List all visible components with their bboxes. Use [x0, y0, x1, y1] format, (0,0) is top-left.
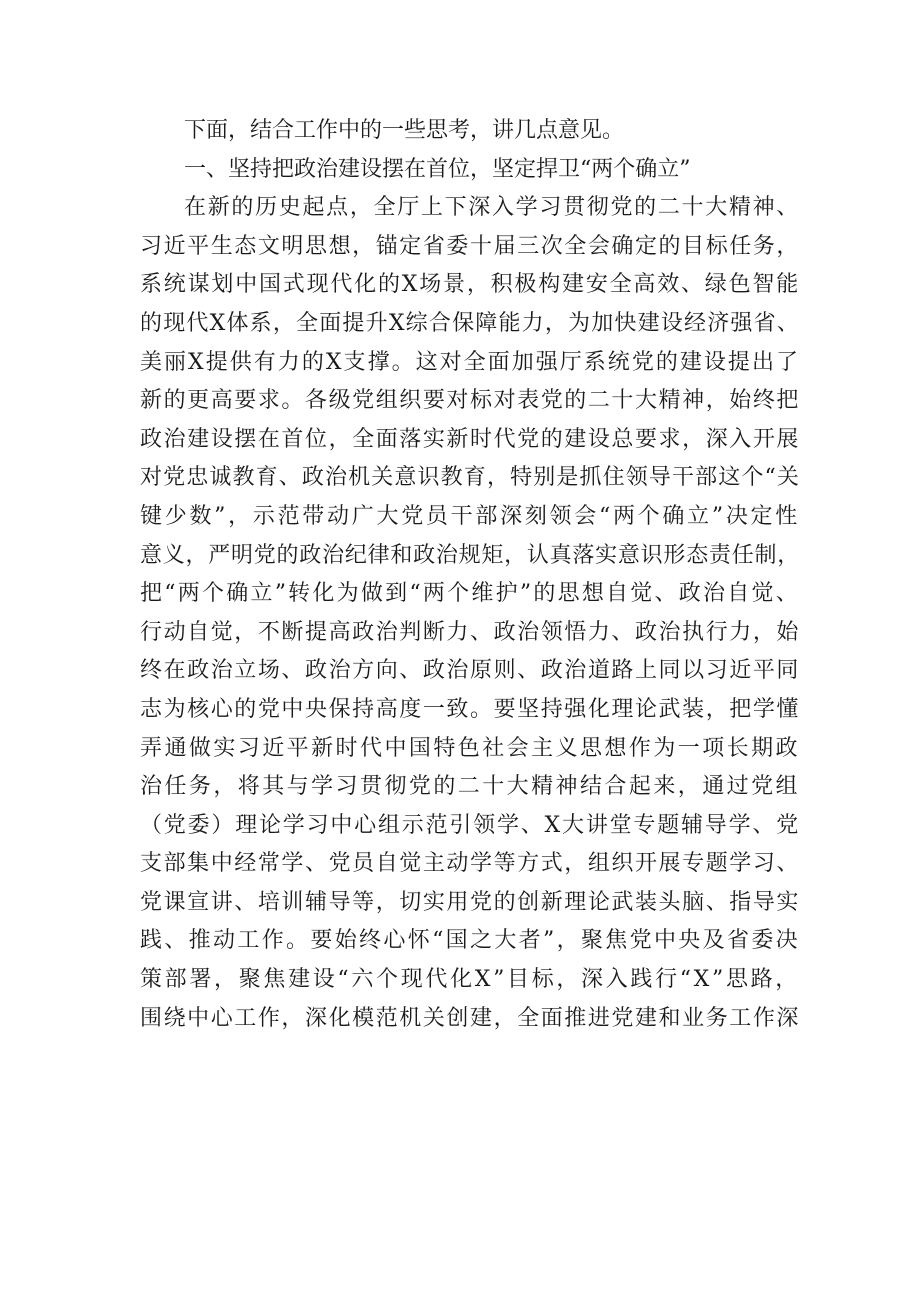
intro-paragraph: 下面，结合工作中的一些思考，讲几点意见。 — [184, 118, 625, 143]
body-line: 意义，严明党的政治纪律和政治规矩，认真落实意识形态责任制， — [140, 542, 800, 568]
body-line: 党课宣讲、培训辅导等，切实用党的创新理论武装头脑、指导实 — [140, 889, 800, 915]
body-line: 终在政治立场、政治方向、政治原则、政治道路上同以习近平同 — [140, 658, 800, 684]
body-line: 新的更高要求。各级党组织要对标对表党的二十大精神，始终把 — [140, 388, 800, 414]
section-heading: 一、坚持把政治建设摆在首位，坚定捍卫“两个确立” — [184, 156, 691, 182]
body-line: 支部集中经常学、党员自觉主动学等方式，组织开展专题学习、 — [140, 851, 800, 877]
body-paragraph — [140, 189, 800, 1038]
body-line: 在新的历史起点，全厅上下深入学习贯彻党的二十大精神、 — [184, 195, 800, 221]
body-line: 政治建设摆在首位，全面落实新时代党的建设总要求，深入开展 — [140, 426, 800, 452]
body-line: 弄通做实习近平新时代中国特色社会主义思想作为一项长期政 — [140, 735, 800, 761]
body-line: 治任务，将其与学习贯彻党的二十大精神结合起来，通过党组 — [140, 774, 800, 800]
body-line: 策部署，聚焦建设“六个现代化X”目标，深入践行“X”思路， — [140, 967, 800, 993]
body-line: 践、推动工作。要始终心怀“国之大者”，聚焦党中央及省委决 — [140, 928, 800, 954]
body-line: 志为核心的党中央保持高度一致。要坚持强化理论武装，把学懂 — [140, 696, 800, 722]
document-body — [140, 112, 800, 1038]
body-line: 习近平生态文明思想，锚定省委十届三次全会确定的目标任务， — [140, 233, 800, 259]
body-line: 围绕中心工作，深化模范机关创建，全面推进党建和业务工作深 — [140, 1005, 800, 1031]
body-line: 的现代X体系，全面提升X综合保障能力，为加快建设经济强省、 — [140, 310, 800, 336]
body-line: 行动自觉，不断提高政治判断力、政治领悟力、政治执行力，始 — [140, 619, 800, 645]
body-line: （党委）理论学习中心组示范引领学、X大讲堂专题辅导学、党 — [140, 812, 800, 838]
body-line: 美丽X提供有力的X支撑。这对全面加强厅系统党的建设提出了 — [140, 349, 800, 375]
body-line: 系统谋划中国式现代化的X场景，积极构建安全高效、绿色智能 — [140, 272, 800, 298]
body-line: 键少数”，示范带动广大党员干部深刻领会“两个确立”决定性 — [140, 503, 800, 529]
body-line: 对党忠诚教育、政治机关意识教育，特别是抓住领导干部这个“关 — [140, 465, 800, 491]
body-line: 把“两个确立”转化为做到“两个维护”的思想自觉、政治自觉、 — [140, 581, 800, 607]
